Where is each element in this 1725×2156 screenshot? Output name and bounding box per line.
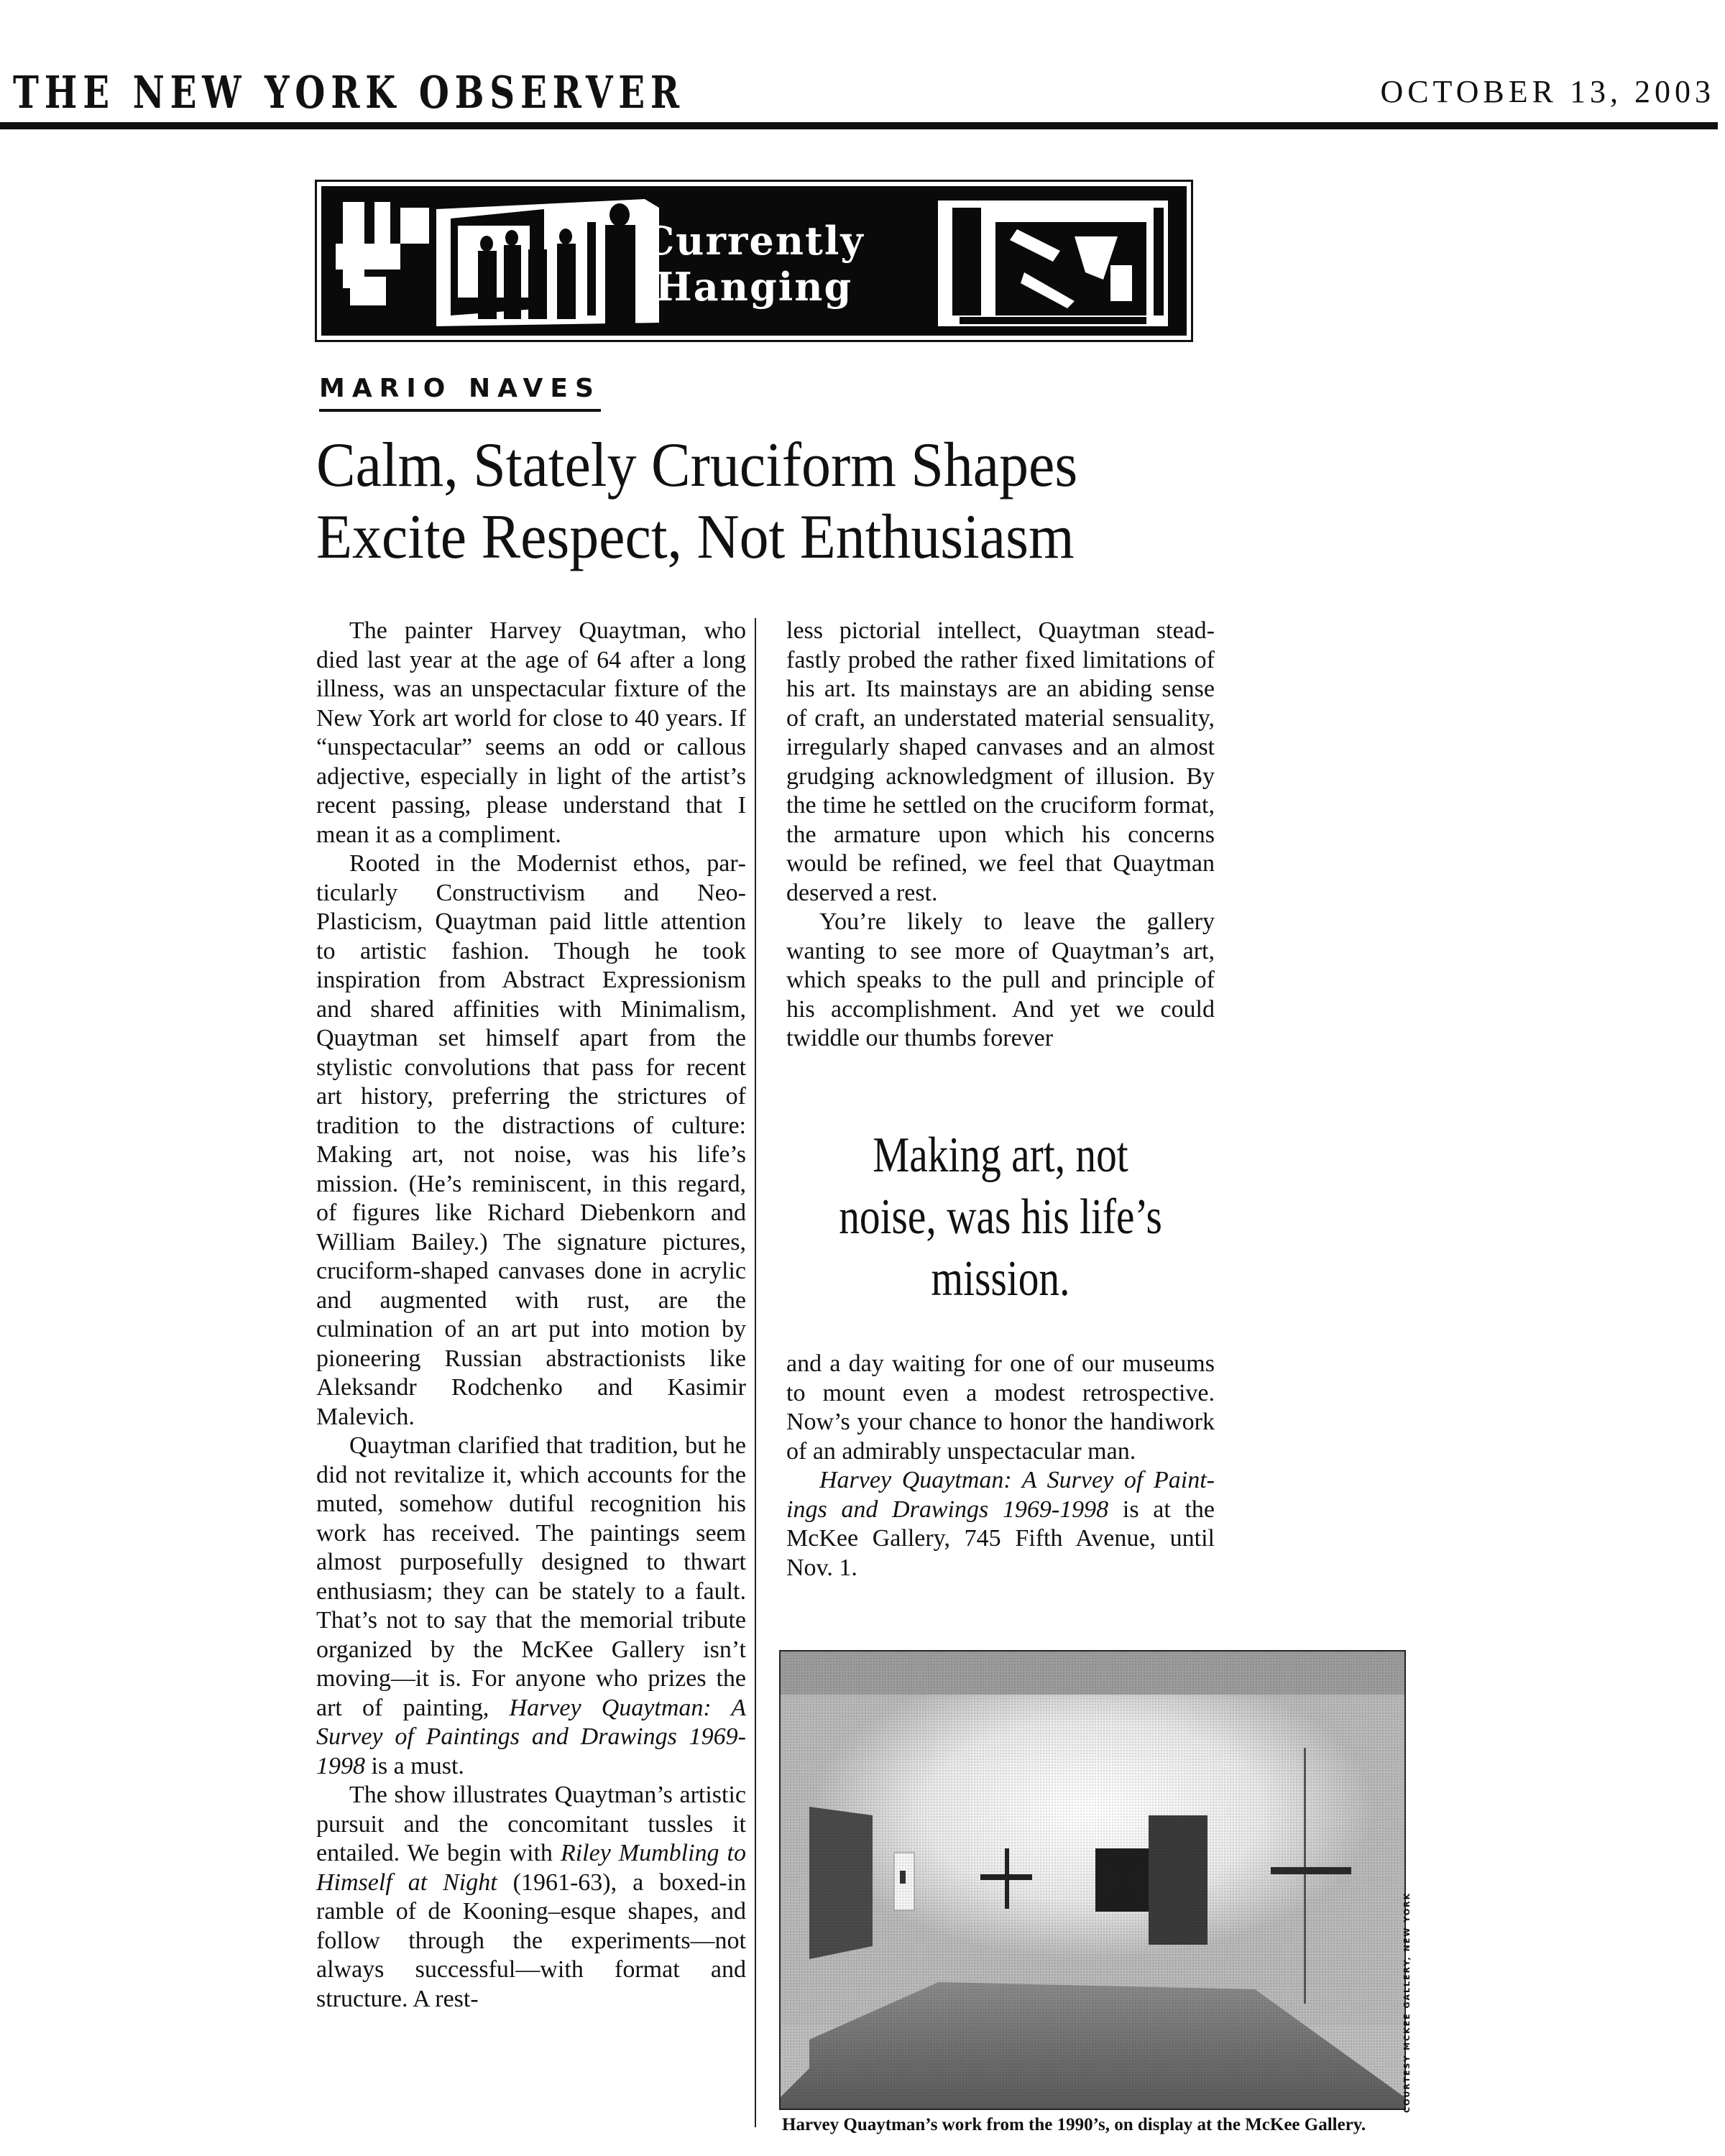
paragraph-text: Quaytman clarified that tradition, but he did not revitalize it, which accounts for the muted, somehow dutiful recognition his work has received. The paintings seem almost purposefully designed to thwart enthusiasm; they can be stately to a fault. That’s not to say that the memorial tribute organized by the McKee Gallery isn’t moving—it is. For anyone who prizes the art of painting, bbox=[316, 1432, 746, 1721]
paragraph: You’re likely to leave the gallery wanting to see more of Quaytman’s art, which speaks to the pull and principle of his accomplishment. And yet we could twiddle our thumbs forever bbox=[786, 908, 1215, 1051]
photo-credit-text: COURTESY MCKEE GALLERY, NEW YORK bbox=[1402, 1892, 1412, 2113]
paragraph: Rooted in the Modernist ethos, particularly Constructivism and Neo-Plasticism, Quaytman paid little attention to artistic fashion. Though he took inspiration from Abstract Expressionism and shared affinities with Minimalism, Quaytman set himself apart from the stylistic convolutions that pass for recent art history, preferring the strictures of tradition to the distractions of culture: Making art, not noise, was his life’s mission. (He’s reminiscent, in this regard, of figures like Richard Diebenkorn and William Bailey.) The signature pictures, cruciform-shaped canvases done in acrylic and augmented with rust, are the culmination of an art put into motion by pioneering Russian abstractionists like Aleksandr Rodchenko and Kasimir Malevich. bbox=[316, 850, 746, 1430]
headline-line-2: Excite Respect, Not Enthusiasm bbox=[316, 502, 1075, 572]
masthead-rule bbox=[0, 122, 1718, 129]
column-divider bbox=[755, 618, 756, 2127]
section-banner-inner bbox=[321, 186, 1187, 336]
pull-quote: Making art, not noise, was his life’s mission. bbox=[839, 1128, 1162, 1307]
banner-title-line-2: Hanging bbox=[655, 264, 853, 310]
section-banner bbox=[315, 180, 1193, 342]
publication-date: OCTOBER 13, 2003 bbox=[1380, 74, 1715, 109]
photo-caption: Harvey Quaytman’s work from the 1990’s, on display at the McKee Gallery. bbox=[782, 2115, 1366, 2134]
article-column-left bbox=[316, 617, 746, 2014]
article-column-right bbox=[786, 617, 1215, 1054]
publication-name: THE NEW YORK OBSERVER bbox=[13, 66, 685, 119]
article-column-right-continued bbox=[786, 1350, 1215, 1583]
exhibition-title: Harvey Quaytman: A Survey of Paintings and Drawings 1969-1998 bbox=[316, 1694, 746, 1779]
gallery-room-image bbox=[781, 1651, 1404, 2109]
headline-line-1: Calm, Stately Cruciform Shapes bbox=[316, 430, 1078, 500]
paragraph: and a day waiting for one of our museums to mount even a modest retrospective. Now’s your chance to honor the handiwork of an admirably unspectacular man. bbox=[786, 1350, 1215, 1465]
exhibition-title: Harvey Quaytman: A Survey of Paintings and Drawings 1969-1998 bbox=[786, 1467, 1215, 1523]
photo-credit bbox=[1402, 1854, 1435, 2113]
paragraph-text: The show illustrates Quaytman’s artistic pursuit and the concomitant tussles it entailed. We begin with bbox=[316, 1782, 746, 1866]
paragraph-text: (1961-63), a boxed-in ramble of de Kooning–esque shapes, and follow through the experiments—not always successful—with format and structure. A rest- bbox=[316, 1869, 746, 2012]
paragraph: less pictorial intellect, Quaytman steadfastly probed the rather fixed limitations of his art. Its mainstays are an abiding sense of craft, an understated material sensuality, irregularly shaped canvases and an almost grudging acknowledgment of illusion. By the time he settled on the cruciform format, the armature upon which his concerns would be refined, we feel that Quaytman deserved a rest. bbox=[786, 617, 1215, 906]
paragraph-text: is at the McKee Gallery, 745 Fifth Avenue, until Nov. 1. bbox=[786, 1496, 1215, 1581]
artwork-title: Riley Mumbling to Himself at Night bbox=[316, 1840, 746, 1896]
paragraph bbox=[316, 1781, 746, 2014]
banner-title-line-1: Currently bbox=[643, 218, 865, 264]
masthead bbox=[0, 0, 1725, 137]
headline bbox=[316, 430, 1159, 573]
paragraph bbox=[786, 1466, 1215, 1583]
paragraph bbox=[316, 1432, 746, 1781]
paragraph-text: is a must. bbox=[365, 1752, 464, 1779]
paragraph: The painter Harvey Quaytman, who died last year at the age of 64 after a long illness, was an unspectacular fixture of the New York art world for close to 40 years. If “unspectacular” seems an odd or callous adjective, especially in light of the artist’s recent passing, please understand that I mean it as a compliment. bbox=[316, 617, 746, 848]
abstract-painting-illustration bbox=[931, 193, 1175, 330]
gallery-installation-photo bbox=[779, 1650, 1406, 2110]
byline: MARIO NAVES bbox=[319, 374, 601, 412]
